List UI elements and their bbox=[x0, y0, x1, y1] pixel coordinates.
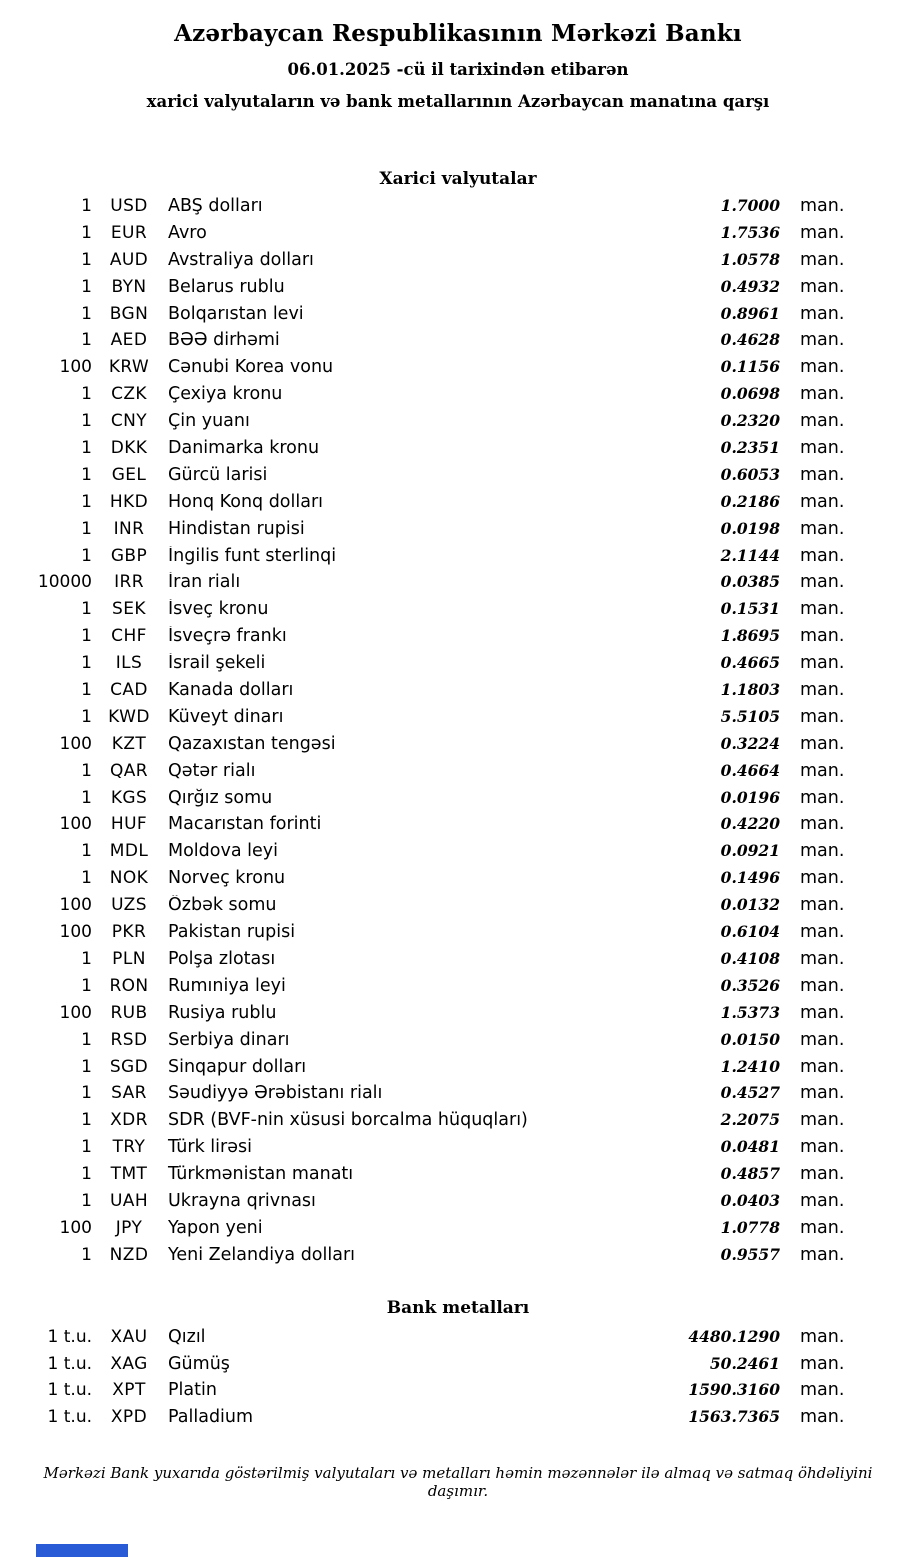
currency-code: GBP bbox=[110, 545, 148, 566]
currency-name: Türk lirəsi bbox=[168, 1137, 252, 1158]
unit-label: man. bbox=[800, 545, 845, 566]
quantity: 1 bbox=[81, 868, 92, 889]
rate-value: 0.2186 bbox=[720, 491, 780, 511]
unit-label: man. bbox=[800, 948, 845, 969]
unit-label: man. bbox=[800, 1164, 845, 1185]
table-row bbox=[34, 492, 848, 519]
quantity: 1 bbox=[81, 491, 92, 512]
currency-code: KGS bbox=[110, 787, 148, 808]
currency-code: XPT bbox=[112, 1380, 146, 1401]
currency-name: Türkmənistan manatı bbox=[168, 1164, 354, 1185]
rate-value: 0.3526 bbox=[720, 975, 780, 995]
currency-code: INR bbox=[113, 518, 145, 539]
table-row bbox=[34, 277, 848, 304]
table-row bbox=[34, 734, 848, 761]
table-row bbox=[34, 1083, 848, 1110]
table-row bbox=[34, 438, 848, 465]
quantity: 1 bbox=[81, 599, 92, 620]
currency-name: Rumıniya leyi bbox=[168, 975, 286, 996]
unit-label: man. bbox=[800, 518, 845, 539]
currency-name: ABŞ dolları bbox=[168, 196, 263, 216]
rate-value: 0.0403 bbox=[720, 1190, 780, 1210]
quantity: 1 t.u. bbox=[47, 1353, 92, 1374]
currency-code: AED bbox=[110, 330, 148, 351]
quantity: 1 bbox=[81, 1083, 92, 1104]
currency-code: XAU bbox=[110, 1326, 148, 1347]
currency-name: Palladium bbox=[168, 1407, 254, 1428]
table-row bbox=[34, 384, 848, 411]
quantity: 1 bbox=[81, 303, 92, 324]
unit-label: man. bbox=[800, 330, 845, 351]
quantity: 1 bbox=[81, 1029, 92, 1050]
table-row bbox=[34, 250, 848, 277]
currency-name: Rusiya rublu bbox=[168, 1002, 277, 1023]
currency-code: HKD bbox=[109, 491, 149, 512]
currency-name: Yeni Zelandiya dolları bbox=[168, 1244, 356, 1265]
rate-value: 0.4664 bbox=[720, 760, 780, 780]
table-row bbox=[34, 357, 848, 384]
rate-value: 50.2461 bbox=[709, 1353, 780, 1373]
rate-value: 0.2320 bbox=[720, 411, 780, 431]
currency-code: BGN bbox=[109, 303, 149, 324]
unit-label: man. bbox=[800, 464, 845, 485]
unit-label: man. bbox=[800, 222, 845, 243]
unit-label: man. bbox=[800, 653, 845, 674]
table-row bbox=[34, 814, 848, 841]
currency-name: Platin bbox=[168, 1380, 217, 1401]
unit-label: man. bbox=[800, 814, 845, 835]
currency-name: İran rialı bbox=[168, 572, 241, 593]
metals-section-title: Bank metalları bbox=[386, 1297, 530, 1318]
quantity: 1 bbox=[81, 276, 92, 297]
quantity: 1 bbox=[81, 545, 92, 566]
unit-label: man. bbox=[800, 1217, 845, 1238]
table-row bbox=[34, 1407, 848, 1434]
table-row bbox=[34, 1110, 848, 1137]
currency-name: Ukrayna qrivnası bbox=[168, 1190, 316, 1211]
unit-label: man. bbox=[800, 1407, 845, 1428]
currency-code: TRY bbox=[112, 1137, 146, 1158]
quantity: 100 bbox=[59, 895, 92, 916]
currency-name: BƏƏ dirhəmi bbox=[168, 330, 280, 351]
currency-code: DKK bbox=[110, 438, 148, 459]
unit-label: man. bbox=[800, 895, 845, 916]
rate-value: 0.1156 bbox=[720, 357, 780, 377]
currency-name: Honq Konq dolları bbox=[168, 491, 324, 512]
table-row bbox=[34, 572, 848, 599]
quantity: 1 bbox=[81, 626, 92, 647]
currency-code: NOK bbox=[109, 868, 149, 889]
unit-label: man. bbox=[800, 1110, 845, 1131]
unit-label: man. bbox=[800, 599, 845, 620]
rate-value: 0.4220 bbox=[720, 814, 780, 834]
rate-value: 0.0481 bbox=[720, 1137, 780, 1157]
rate-value: 0.6053 bbox=[720, 464, 780, 484]
table-row bbox=[34, 788, 848, 815]
currency-code: SEK bbox=[112, 599, 146, 620]
currency-name: Çexiya kronu bbox=[168, 384, 283, 405]
unit-label: man. bbox=[800, 249, 845, 270]
table-row bbox=[34, 196, 848, 223]
quantity: 1 bbox=[81, 384, 92, 405]
table-row bbox=[34, 1003, 848, 1030]
rate-value: 5.5105 bbox=[720, 706, 780, 726]
table-row bbox=[34, 680, 848, 707]
quantity: 1 bbox=[81, 787, 92, 808]
currency-code: PKR bbox=[111, 922, 147, 943]
currencies-section-title: Xarici valyutalar bbox=[379, 169, 537, 189]
rate-value: 0.0198 bbox=[720, 518, 780, 538]
quantity: 1 t.u. bbox=[47, 1326, 92, 1347]
unit-label: man. bbox=[800, 733, 845, 754]
page-title: Azərbaycan Respublikasının Mərkəzi Bankı bbox=[174, 20, 742, 47]
table-row bbox=[34, 1191, 848, 1218]
table-row bbox=[34, 841, 848, 868]
currency-name: Norveç kronu bbox=[168, 868, 286, 889]
rate-value: 0.1496 bbox=[720, 868, 780, 888]
currency-code: KZT bbox=[111, 733, 147, 754]
quantity: 1 bbox=[81, 518, 92, 539]
table-row bbox=[34, 949, 848, 976]
currency-code: RUB bbox=[110, 1002, 148, 1023]
currency-name: Gürcü larisi bbox=[168, 464, 268, 485]
currency-code: AUD bbox=[109, 249, 149, 270]
quantity: 1 bbox=[81, 948, 92, 969]
unit-label: man. bbox=[800, 841, 845, 862]
currency-code: SAR bbox=[111, 1083, 147, 1104]
table-row bbox=[34, 1057, 848, 1084]
unit-label: man. bbox=[800, 572, 845, 593]
quantity: 1 bbox=[81, 1056, 92, 1077]
rate-value: 0.4857 bbox=[720, 1164, 780, 1184]
currency-code: XDR bbox=[110, 1110, 148, 1131]
quantity: 1 bbox=[81, 330, 92, 351]
quantity: 1 bbox=[81, 975, 92, 996]
unit-label: man. bbox=[800, 1137, 845, 1158]
quantity: 10000 bbox=[37, 572, 92, 593]
currency-code: TMT bbox=[110, 1164, 148, 1185]
table-row bbox=[34, 1137, 848, 1164]
quantity: 1 bbox=[81, 1137, 92, 1158]
bottom-blue-element[interactable] bbox=[36, 1544, 128, 1557]
quantity: 100 bbox=[59, 922, 92, 943]
currency-code: ILS bbox=[115, 653, 143, 674]
table-row bbox=[34, 1245, 848, 1272]
currency-code: CZK bbox=[111, 384, 147, 405]
currency-code: KRW bbox=[108, 357, 150, 378]
quantity: 100 bbox=[59, 733, 92, 754]
unit-label: man. bbox=[800, 411, 845, 432]
rate-value: 0.2351 bbox=[720, 438, 780, 458]
currency-name: İngilis funt sterlinqi bbox=[168, 545, 337, 566]
currency-code: GEL bbox=[111, 464, 147, 485]
table-row bbox=[34, 1164, 848, 1191]
table-row bbox=[34, 519, 848, 546]
currency-code: EUR bbox=[110, 222, 148, 243]
date-line: 06.01.2025 -cü il tarixindən etibarən bbox=[287, 60, 629, 79]
quantity: 1 t.u. bbox=[47, 1407, 92, 1428]
currency-name: İsrail şekeli bbox=[168, 653, 266, 674]
currency-code: RON bbox=[109, 975, 149, 996]
table-row bbox=[34, 868, 848, 895]
table-row bbox=[34, 761, 848, 788]
currency-code: RSD bbox=[110, 1029, 148, 1050]
rate-value: 1.2410 bbox=[720, 1056, 780, 1076]
unit-label: man. bbox=[800, 760, 845, 781]
currency-code: USD bbox=[110, 196, 148, 216]
rate-value: 1.8695 bbox=[720, 626, 780, 646]
table-row bbox=[34, 330, 848, 357]
rate-value: 4480.1290 bbox=[688, 1326, 780, 1346]
disclaimer-note: Mərkəzi Bank yuxarıda göstərilmiş valyutaları və metalları həmin məzənnələr ilə almaq və satmaq öhdəliyini daşımır. bbox=[43, 1464, 873, 1501]
rate-value: 0.0698 bbox=[720, 384, 780, 404]
rate-value: 2.2075 bbox=[720, 1110, 780, 1130]
rate-value: 1.7536 bbox=[720, 222, 780, 242]
currency-name: Pakistan rupisi bbox=[168, 922, 296, 943]
table-row bbox=[34, 1354, 848, 1381]
quantity: 1 bbox=[81, 411, 92, 432]
currency-name: Kanada dolları bbox=[168, 680, 294, 701]
document-header bbox=[0, 0, 916, 111]
currency-rows bbox=[0, 196, 916, 1272]
currency-name: Gümüş bbox=[168, 1353, 230, 1374]
currency-code: HUF bbox=[110, 814, 148, 835]
unit-label: man. bbox=[800, 1029, 845, 1050]
unit-label: man. bbox=[800, 1190, 845, 1211]
currency-code: QAR bbox=[109, 760, 149, 781]
rate-value: 0.4108 bbox=[720, 948, 780, 968]
rate-value: 1.0578 bbox=[720, 249, 780, 269]
currency-code: CHF bbox=[111, 626, 147, 647]
rate-value: 0.4628 bbox=[720, 330, 780, 350]
table-row bbox=[34, 465, 848, 492]
currency-name: Avstraliya dolları bbox=[168, 249, 314, 270]
rate-value: 0.0150 bbox=[720, 1029, 780, 1049]
unit-label: man. bbox=[800, 438, 845, 459]
rate-value: 1.7000 bbox=[720, 196, 780, 215]
unit-label: man. bbox=[800, 1326, 845, 1347]
quantity: 1 bbox=[81, 680, 92, 701]
metal-rows bbox=[0, 1327, 916, 1435]
table-row bbox=[34, 223, 848, 250]
quantity: 1 bbox=[81, 249, 92, 270]
unit-label: man. bbox=[800, 626, 845, 647]
unit-label: man. bbox=[800, 303, 845, 324]
quantity: 100 bbox=[59, 1002, 92, 1023]
currency-name: Cənubi Korea vonu bbox=[168, 357, 334, 378]
currency-code: PLN bbox=[112, 948, 146, 969]
rate-value: 1590.3160 bbox=[688, 1380, 780, 1400]
unit-label: man. bbox=[800, 357, 845, 378]
quantity: 1 bbox=[81, 1164, 92, 1185]
rate-value: 1.1803 bbox=[720, 680, 780, 700]
currency-name: Belarus rublu bbox=[168, 276, 285, 297]
table-row bbox=[34, 707, 848, 734]
unit-label: man. bbox=[800, 922, 845, 943]
table-row bbox=[34, 599, 848, 626]
unit-label: man. bbox=[800, 680, 845, 701]
quantity: 100 bbox=[59, 357, 92, 378]
unit-label: man. bbox=[800, 1056, 845, 1077]
currency-code: CNY bbox=[110, 411, 148, 432]
quantity: 1 t.u. bbox=[47, 1380, 92, 1401]
unit-label: man. bbox=[800, 384, 845, 405]
rate-value: 1.5373 bbox=[720, 1002, 780, 1022]
quantity: 1 bbox=[81, 1244, 92, 1265]
rate-value: 0.4665 bbox=[720, 653, 780, 673]
rate-value: 0.0132 bbox=[720, 895, 780, 915]
currency-code: NZD bbox=[109, 1244, 149, 1265]
currency-name: Polşa zlotası bbox=[168, 948, 276, 969]
currency-name: İsveç kronu bbox=[168, 599, 269, 620]
quantity: 1 bbox=[81, 760, 92, 781]
rate-value: 0.0921 bbox=[720, 841, 780, 861]
rate-value: 0.4527 bbox=[720, 1083, 780, 1103]
currency-name: Çin yuanı bbox=[168, 411, 250, 432]
table-row bbox=[34, 653, 848, 680]
unit-label: man. bbox=[800, 491, 845, 512]
quantity: 1 bbox=[81, 1190, 92, 1211]
currency-name: Bolqarıstan levi bbox=[168, 303, 304, 324]
currency-name: Macarıstan forinti bbox=[168, 814, 322, 835]
rate-value: 2.1144 bbox=[720, 545, 780, 565]
quantity: 1 bbox=[81, 706, 92, 727]
quantity: 1 bbox=[81, 653, 92, 674]
rate-value: 1563.7365 bbox=[688, 1407, 780, 1427]
unit-label: man. bbox=[800, 787, 845, 808]
quantity: 1 bbox=[81, 841, 92, 862]
rate-value: 0.3224 bbox=[720, 733, 780, 753]
unit-label: man. bbox=[800, 975, 845, 996]
currency-code: BYN bbox=[111, 276, 147, 297]
currency-code: UAH bbox=[109, 1190, 149, 1211]
currency-name: Qırğız somu bbox=[168, 787, 273, 808]
currency-name: Küveyt dinarı bbox=[168, 706, 284, 727]
quantity: 1 bbox=[81, 1110, 92, 1131]
quantity: 1 bbox=[81, 222, 92, 243]
currency-name: SDR (BVF-nin xüsusi borcalma hüquqları) bbox=[168, 1110, 528, 1131]
table-row bbox=[34, 1327, 848, 1354]
unit-label: man. bbox=[800, 1083, 845, 1104]
currency-name: Özbək somu bbox=[168, 895, 277, 916]
description-line: xarici valyutaların və bank metallarının Azərbaycan manatına qarşı bbox=[146, 92, 770, 111]
table-row bbox=[34, 1380, 848, 1407]
currency-code: MDL bbox=[109, 841, 149, 862]
rate-value: 0.6104 bbox=[720, 922, 780, 942]
table-row bbox=[34, 626, 848, 653]
unit-label: man. bbox=[800, 276, 845, 297]
table-row bbox=[34, 976, 848, 1003]
currency-name: Səudiyyə Ərəbistanı rialı bbox=[168, 1083, 383, 1104]
unit-label: man. bbox=[800, 196, 845, 216]
rate-value: 0.8961 bbox=[720, 303, 780, 323]
currency-name: İsveçrə frankı bbox=[168, 626, 287, 647]
table-row bbox=[34, 1030, 848, 1057]
rate-value: 0.9557 bbox=[720, 1244, 780, 1264]
currency-name: Danimarka kronu bbox=[168, 438, 320, 459]
quantity: 100 bbox=[59, 814, 92, 835]
table-row bbox=[34, 895, 848, 922]
rate-value: 0.0385 bbox=[720, 572, 780, 592]
rate-value: 0.0196 bbox=[720, 787, 780, 807]
quantity: 1 bbox=[81, 196, 92, 216]
currency-code: CAD bbox=[110, 680, 148, 701]
currency-name: Qızıl bbox=[168, 1326, 206, 1347]
unit-label: man. bbox=[800, 1380, 845, 1401]
currency-name: Yapon yeni bbox=[168, 1217, 263, 1238]
currency-code: UZS bbox=[111, 895, 147, 916]
quantity: 1 bbox=[81, 438, 92, 459]
table-row bbox=[34, 922, 848, 949]
currency-code: KWD bbox=[108, 706, 150, 727]
unit-label: man. bbox=[800, 1002, 845, 1023]
table-row bbox=[34, 304, 848, 331]
unit-label: man. bbox=[800, 868, 845, 889]
unit-label: man. bbox=[800, 1353, 845, 1374]
rate-value: 0.1531 bbox=[720, 599, 780, 619]
unit-label: man. bbox=[800, 1244, 845, 1265]
table-row bbox=[34, 546, 848, 573]
currency-code: IRR bbox=[114, 572, 144, 593]
currency-name: Moldova leyi bbox=[168, 841, 278, 862]
currency-name: Avro bbox=[168, 222, 207, 243]
currency-code: SGD bbox=[109, 1056, 149, 1077]
quantity: 100 bbox=[59, 1217, 92, 1238]
currency-name: Qətər rialı bbox=[168, 760, 256, 781]
table-row bbox=[34, 1218, 848, 1245]
currency-name: Sinqapur dolları bbox=[168, 1056, 307, 1077]
quantity: 1 bbox=[81, 464, 92, 485]
table-row bbox=[34, 411, 848, 438]
rate-value: 1.0778 bbox=[720, 1217, 780, 1237]
currency-name: Hindistan rupisi bbox=[168, 518, 305, 539]
currency-code: XAG bbox=[110, 1353, 148, 1374]
rate-value: 0.4932 bbox=[720, 276, 780, 296]
unit-label: man. bbox=[800, 706, 845, 727]
currency-name: Qazaxıstan tengəsi bbox=[168, 733, 336, 754]
currency-code: JPY bbox=[115, 1217, 143, 1238]
currency-code: XPD bbox=[110, 1407, 148, 1428]
currency-name: Serbiya dinarı bbox=[168, 1029, 290, 1050]
